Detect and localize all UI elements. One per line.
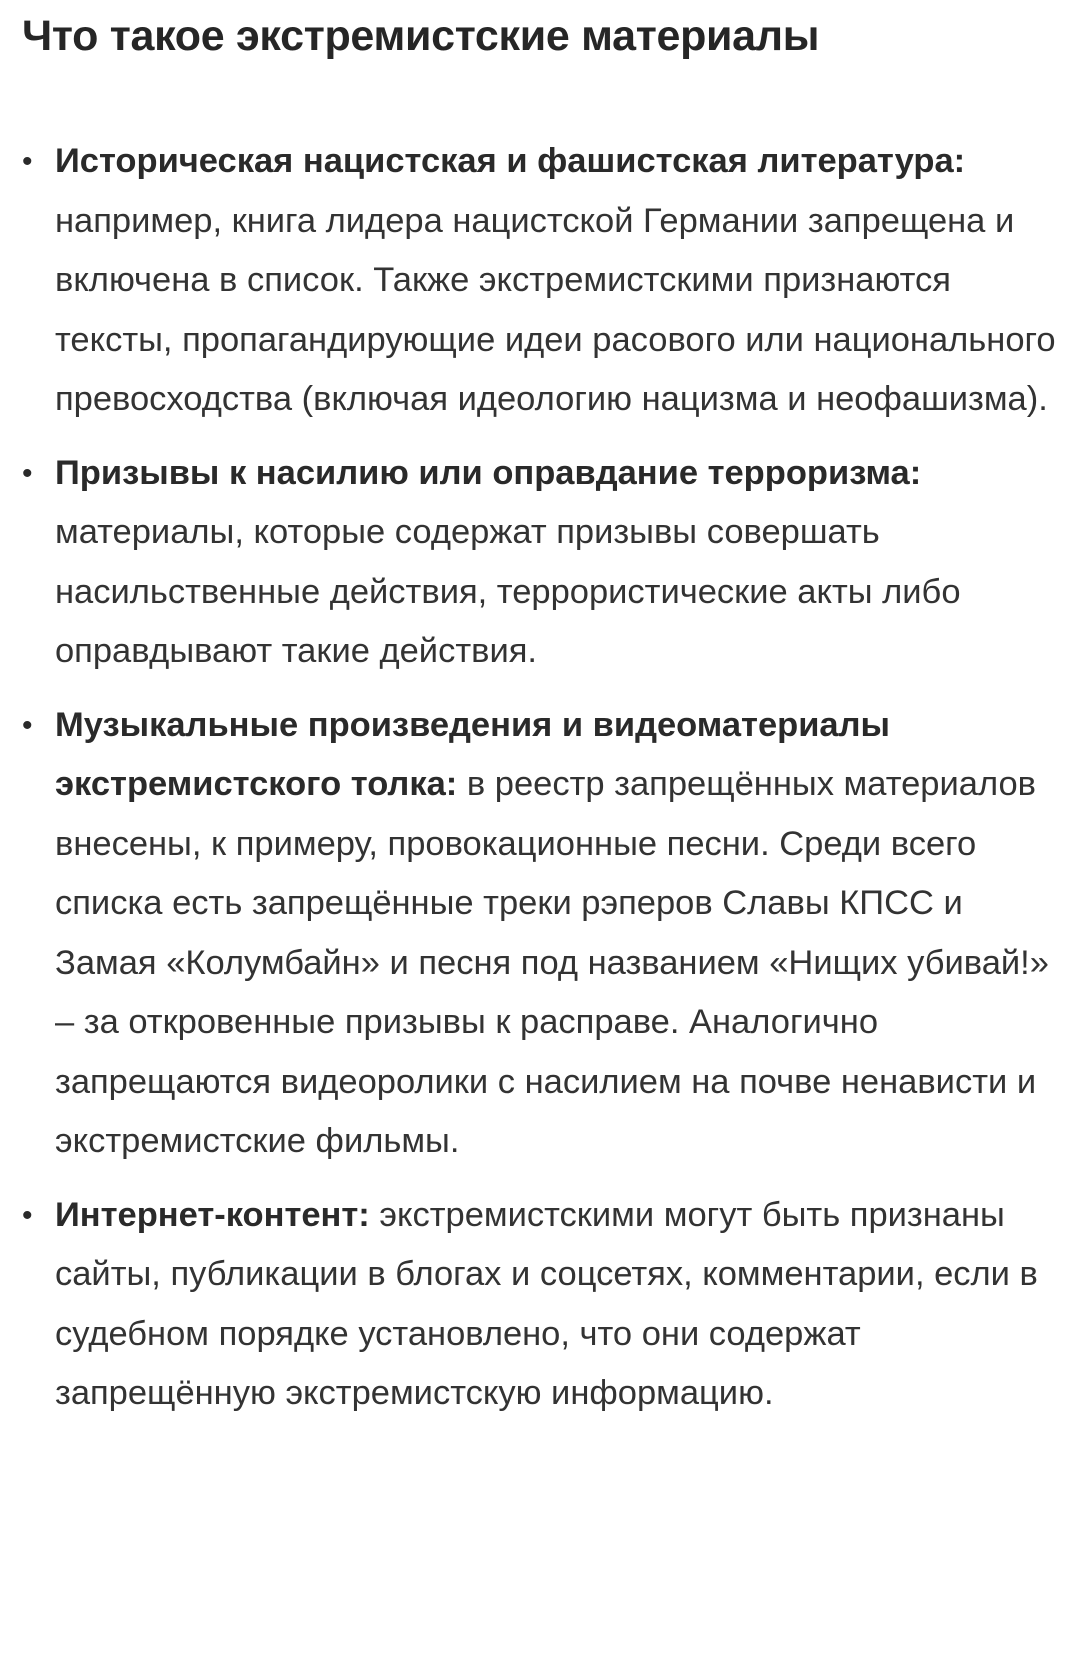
item-term: Призывы к насилию или оправдание терроризма: [55, 453, 922, 492]
item-text: экстремистскими могут быть признаны сайты, публикации в блогах и соцсетях, комментарии, если в судебном порядке установлено, что они содержат запрещённую экстремистскую информацию. [55, 1195, 1038, 1412]
list-item [22, 132, 1071, 430]
bullet-dot-icon: • [22, 145, 33, 178]
bullet-list [22, 132, 1071, 1424]
item-term: Музыкальные произведения и видеоматериалы экстремистского толка: [55, 705, 890, 803]
list-item [22, 1186, 1071, 1424]
item-term: Интернет-контент: [55, 1195, 380, 1234]
bullet-dot-icon: • [22, 708, 33, 742]
item-term: Историческая нацистская и фашистская литература: [55, 142, 966, 180]
bullet-dot-icon: • [22, 456, 33, 490]
item-text: в реестр запрещённых материалов внесены, к примеру, провокационные песни. Среди всего списка есть запрещённые треки рэперов Славы КПСС и Замая «Колумбайн» и песня под названием «Нищих убивай!» – за откровенные призывы к расправе. Аналогично запрещаются видеоролики с насилием на почве ненависти и экстремистские фильмы. [55, 765, 1049, 1160]
list-item [22, 444, 1071, 682]
bullet-dot-icon: • [22, 1198, 33, 1232]
article-title: Что такое экстремистские материалы [22, 12, 820, 60]
item-text: например, книга лидера нацистской Германии запрещена и включена в список. Также экстремистскими признаются тексты, пропагандирующие идеи расового или национального превосходства (включая идеологию нацизма и неофашизма). [55, 201, 1056, 418]
list-item [22, 696, 1071, 1172]
item-text: материалы, которые содержат призывы совершать насильственные действия, террористические акты либо оправдывают такие действия. [55, 513, 961, 670]
